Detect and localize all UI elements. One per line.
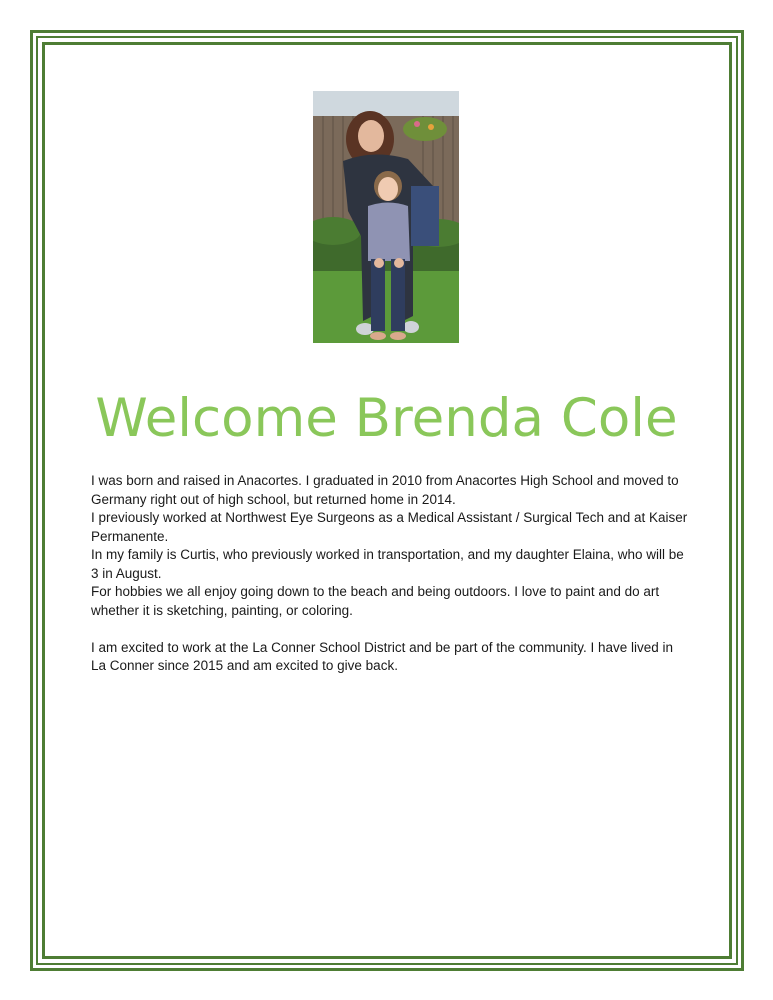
- bio-text: [91, 472, 691, 676]
- family-photo: [313, 91, 459, 343]
- bio-paragraph-work: I previously worked at Northwest Eye Surgeons as a Medical Assistant / Surgical Tech and at Kaiser Permanente.: [91, 510, 688, 544]
- bio-paragraph-background: I was born and raised in Anacortes. I graduated in 2010 from Anacortes High School and moved to Germany right out of high school, but returned home in 2014.: [91, 473, 679, 507]
- page-title: Welcome Brenda Cole: [95, 388, 678, 449]
- bio-paragraph-family: In my family is Curtis, who previously worked in transportation, and my daughter Elaina, who will be 3 in August.: [91, 547, 684, 581]
- paragraph-spacer: [91, 620, 691, 639]
- bio-paragraph-community: I am excited to work at the La Conner School District and be part of the community. I have lived in La Conner since 2015 and am excited to give back.: [91, 639, 674, 673]
- bio-paragraph-hobbies: For hobbies we all enjoy going down to the beach and being outdoors. I love to paint and do art whether it is sketching, painting, or coloring.: [91, 584, 660, 618]
